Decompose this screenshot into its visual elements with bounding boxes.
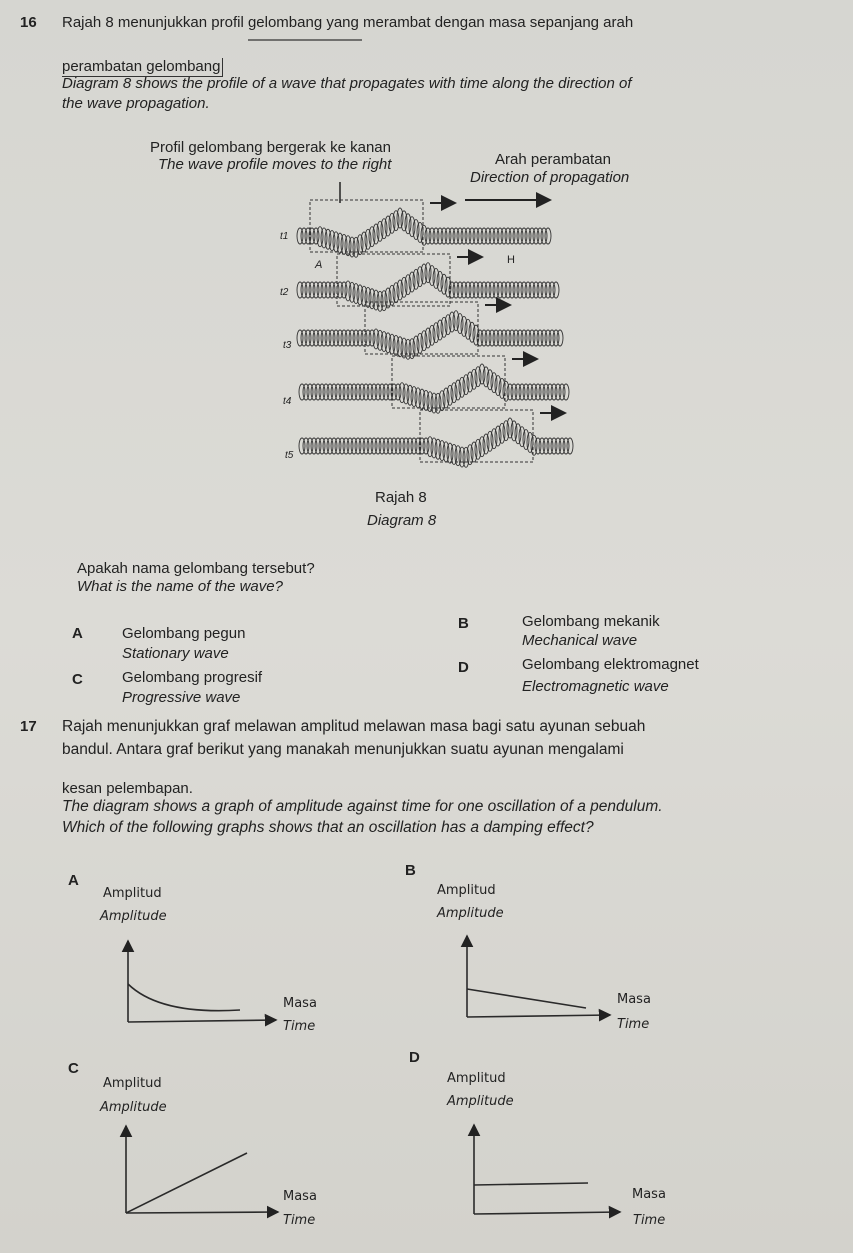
direction-label-en: Direction of propagation [470, 169, 630, 186]
linear-increase-line [126, 1153, 247, 1213]
q16-stem-ms: Rajah 8 menunjukkan profil gelombang yang merambat dengan masa sepanjang arah [62, 14, 634, 31]
graph-a [128, 941, 276, 1022]
q16-stem-ms-2: perambatan gelombang [62, 58, 223, 77]
spring-row [299, 410, 573, 467]
option-text-en: Stationary wave [122, 645, 229, 662]
spring-row [297, 302, 563, 359]
q16-stem-en-2: the wave propagation. [62, 95, 210, 112]
x-axis [467, 1015, 610, 1017]
profile-label-ms: Profil gelombang bergerak ke kanan [150, 139, 391, 156]
option-text-ms: Gelombang pegun [122, 625, 246, 642]
spring-row [299, 356, 569, 413]
x-axis-label-en: Time [283, 1019, 316, 1034]
y-axis-label-ms: Amplitud [447, 1071, 506, 1086]
option-text-en: Progressive wave [122, 689, 241, 706]
q16-question-ms: Apakah nama gelombang tersebut? [77, 560, 315, 577]
spring-diagram [297, 200, 573, 467]
time-label-t5: t5 [285, 450, 294, 461]
option-text-ms: Gelombang progresif [122, 669, 263, 686]
option-letter: B [458, 615, 469, 632]
q17-number: 17 [20, 718, 37, 735]
q17-stem-en-1: The diagram shows a graph of amplitude against time for one oscillation of a pendulum. [62, 798, 663, 815]
y-axis-label-ms: Amplitud [437, 883, 496, 898]
graph-d [474, 1125, 620, 1214]
x-axis-label-en: Time [633, 1213, 666, 1228]
time-label-t4: t4 [283, 396, 292, 407]
linear-decrease-line [467, 989, 586, 1008]
y-axis-label-en: Amplitude [100, 909, 167, 924]
graph-letter: B [405, 862, 416, 879]
point-a-label: A [315, 259, 323, 271]
x-axis-label-ms: Masa [632, 1187, 666, 1202]
option-letter: C [72, 671, 83, 688]
option-letter: A [72, 625, 83, 642]
point-h-label: H [507, 254, 515, 266]
time-label-t3: t3 [283, 340, 292, 351]
graph-b [467, 936, 610, 1017]
x-axis-label-en: Time [617, 1017, 650, 1032]
q16-number: 16 [20, 14, 37, 31]
y-axis-label-en: Amplitude [437, 906, 504, 921]
option-text-ms: Gelombang mekanik [522, 613, 660, 630]
y-axis-label-ms: Amplitud [103, 1076, 162, 1091]
graph-letter: D [409, 1049, 420, 1066]
decay-curve [128, 984, 240, 1011]
graph-c [126, 1126, 278, 1213]
profile-label-en: The wave profile moves to the right [158, 156, 392, 173]
q16-stem-en: Diagram 8 shows the profile of a wave that propagates with time along the direction of [62, 75, 632, 92]
y-axis-label-en: Amplitude [447, 1094, 514, 1109]
spring-row [297, 200, 551, 257]
direction-label-ms: Arah perambatan [495, 151, 611, 168]
diagram-caption-ms: Rajah 8 [375, 489, 427, 506]
q17-stem-ms-1: Rajah menunjukkan graf melawan amplitud melawan masa bagi satu ayunan sebuah [62, 718, 646, 735]
diagram-caption-en: Diagram 8 [367, 512, 437, 529]
y-axis-label-ms: Amplitud [103, 886, 162, 901]
graph-letter: A [68, 872, 79, 889]
option-text-en: Mechanical wave [522, 632, 638, 649]
x-axis-label-ms: Masa [283, 996, 317, 1011]
time-label-t1: t1 [280, 231, 289, 242]
spring-row [297, 254, 559, 311]
option-letter: D [458, 659, 469, 676]
x-axis [126, 1212, 278, 1213]
option-text-ms: Gelombang elektromagnet [522, 656, 699, 673]
y-axis-label-en: Amplitude [100, 1100, 167, 1115]
x-axis-label-ms: Masa [617, 992, 651, 1007]
x-axis-label-en: Time [283, 1213, 316, 1228]
q17-stem-ms-2: bandul. Antara graf berikut yang manakah menunjukkan suatu ayunan mengalami [62, 741, 624, 758]
graph-letter: C [68, 1060, 79, 1077]
constant-line [474, 1183, 588, 1185]
q16-question-en: What is the name of the wave? [77, 578, 283, 595]
x-axis [128, 1020, 276, 1022]
q17-stem-en-2: Which of the following graphs shows that an oscillation has a damping effect? [62, 819, 594, 836]
q17-stem-ms-3: kesan pelembapan. [62, 780, 193, 797]
x-axis-label-ms: Masa [283, 1189, 317, 1204]
x-axis [474, 1212, 620, 1214]
time-label-t2: t2 [280, 287, 289, 298]
option-text-en: Electromagnetic wave [522, 678, 669, 695]
